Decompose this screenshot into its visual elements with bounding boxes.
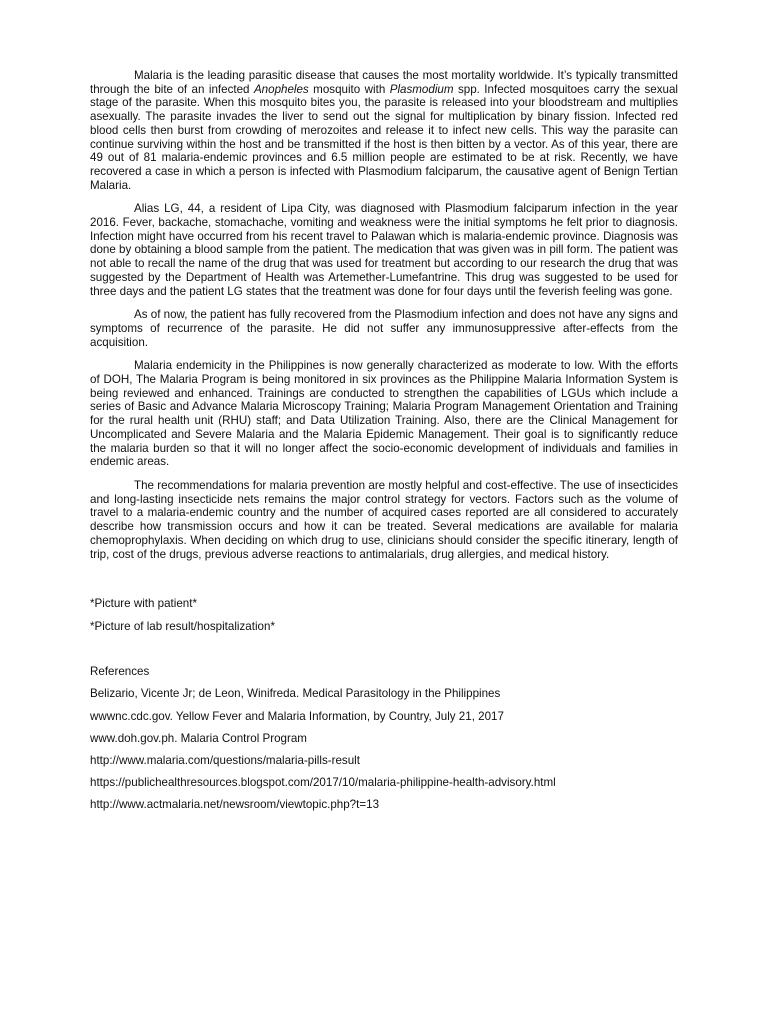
intro-species-anopheles: Anopheles [253,82,309,96]
references-section [90,665,678,812]
picture-notes [90,597,678,633]
intro-text-3: spp. Infected mosquitoes carry the sexual stage of the parasite. When this mosquito bites you, the parasite is released into your bloodstream and multiplies asexually. The parasite invades the liver to send out the signal for multiplication by binary fission. Infected red blood cells then burst from crowding of merozoites and release it to infect new cells. This way the parasite can continue surviving within the host and be transmitted if the host is then bitten by a vector. As of this year, there are 49 out of 81 malaria-endemic provinces and 6.5 million people are estimated to be at risk. Recently, we have recovered a case in which a person is infected with Plasmodium falciparum, the causative agent of Benign Tertian Malaria. [90,82,678,192]
references-heading: References [90,664,150,678]
paragraph-endemicity: Malaria endemicity in the Philippines is now generally characterized as moderate to low. With the efforts of DOH, The Malaria Program is being monitored in six provinces as the Philippine Malaria Information System is being reviewed and enhanced. Trainings are conducted to strengthen the capabilities of LGUs which include a series of Basic and Advance Malaria Microscopy Training; Malaria Program Management Orientation and Training for the rural health unit (RHU) staff; and Data Utilization Training. Also, there are the Clinical Management for Uncomplicated and Severe Malaria and the Malaria Epidemic Management. Their goal is to significantly reduce the malaria burden so that it will no longer affect the socio-economic development of individuals and families in endemic areas. [90,359,678,469]
reference-item: www.doh.gov.ph. Malaria Control Program [90,731,307,745]
reference-item: https://publichealthresources.blogspot.com/2017/10/malaria-philippine-health-advisory.html [90,776,556,790]
reference-item: http://www.actmalaria.net/newsroom/viewtopic.php?t=13 [90,798,380,812]
reference-item: Belizario, Vicente Jr; de Leon, Winifreda. Medical Parasitology in the Philippines [90,687,501,701]
note-picture-patient: *Picture with patient* [90,597,197,611]
paragraph-recovery: As of now, the patient has fully recovered from the Plasmodium infection and does not have any signs and symptoms of recurrence of the parasite. He did not suffer any immunosuppressive after-effects from the acquisition. [90,308,678,349]
reference-item: wwwnc.cdc.gov. Yellow Fever and Malaria Information, by Country, July 21, 2017 [90,709,504,723]
intro-species-plasmodium: Plasmodium [389,82,454,96]
paragraph-intro [90,69,678,192]
paragraph-prevention: The recommendations for malaria prevention are mostly helpful and cost-effective. The use of insecticides and long-lasting insecticide nets remains the major control strategy for vectors. Factors such as the volume of travel to a malaria-endemic country and the number of acquired cases reported are all considered to accurately describe how transmission occurs and how it can be treated. Several medications are available for malaria chemoprophylaxis. When deciding on which drug to use, clinicians should consider the specific itinerary, length of trip, cost of the drugs, previous adverse reactions to antimalarials, drug allergies, and medical history. [90,478,678,561]
paragraph-case: Alias LG, 44, a resident of Lipa City, was diagnosed with Plasmodium falciparum infection in the year 2016. Fever, backache, stomachache, vomiting and weakness were the initial symptoms he felt prior to diagnosis. Infection might have occurred from his recent travel to Palawan which is malaria-endemic province. Diagnosis was done by obtaining a blood sample from the patient. The medication that was given was in pill form. The patient was not able to recall the name of the drug that was used for treatment but according to our research the drug that was suggested by the Department of Health was Artemether-Lumefantrine. This drug was suggested to be used for three days and the patient LG states that the treatment was done for four days until the feverish feeling was gone. [90,202,678,298]
reference-item: http://www.malaria.com/questions/malaria-pills-result [90,753,360,767]
intro-text-2: mosquito with [308,82,390,96]
note-picture-lab: *Picture of lab result/hospitalization* [90,619,275,633]
intro-text-1: Malaria is the leading parasitic disease that causes the most mortality worldwide. It’s typically transmitted through the bite of an infected [90,69,678,96]
